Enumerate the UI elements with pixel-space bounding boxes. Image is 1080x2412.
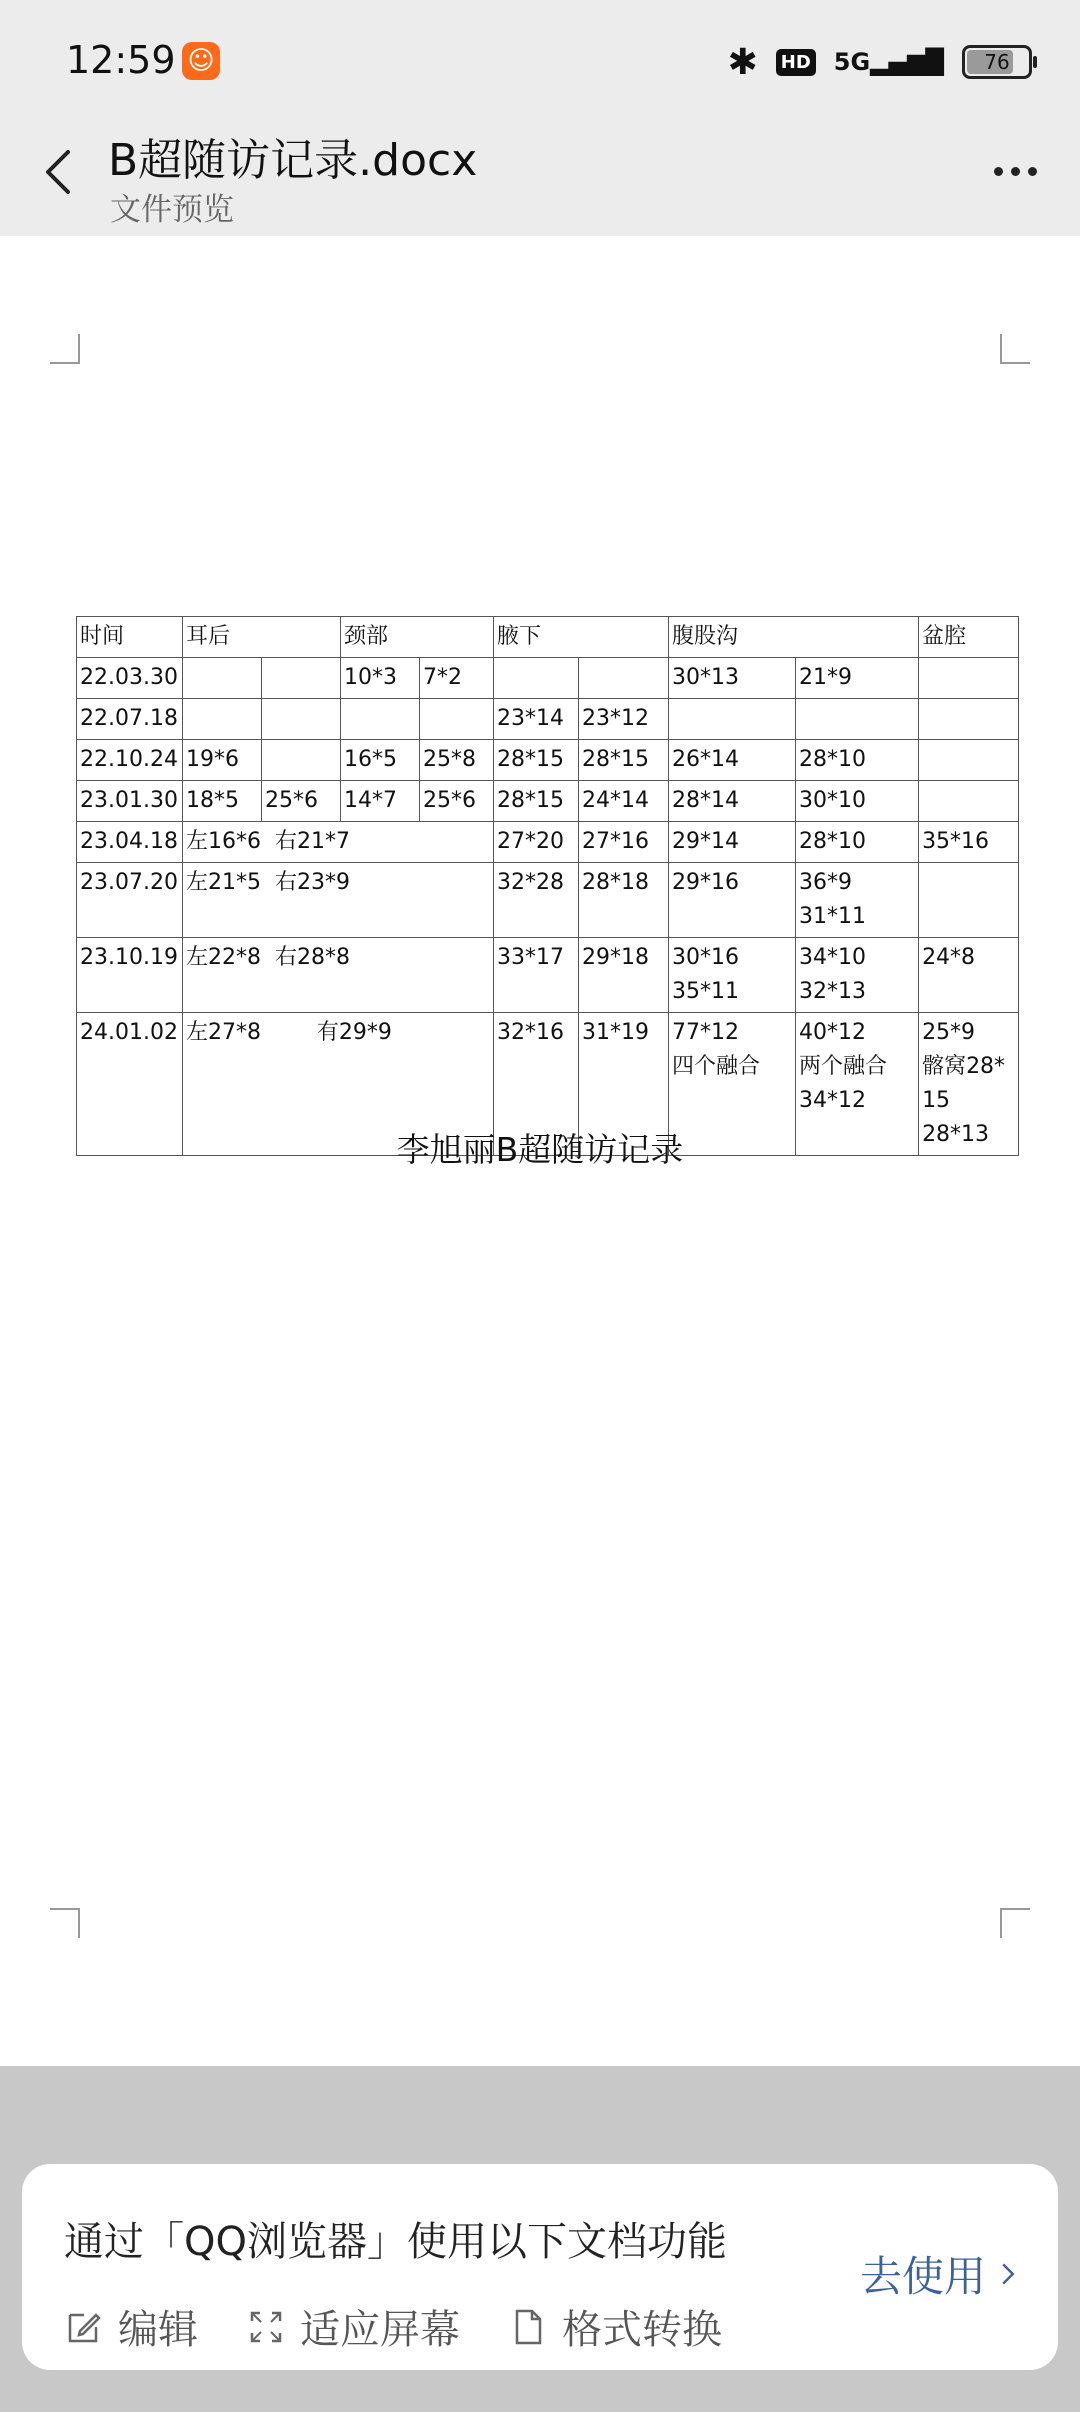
table-cell [494,658,579,699]
table-cell [919,781,1019,822]
table-cell: 32*28 [494,863,579,938]
table-cell: 25*8 [420,740,494,781]
convert-format-button[interactable] [508,2298,722,2355]
table-row [77,699,1019,740]
table-cell: 35*16 [919,822,1019,863]
table-cell: 28*14 [669,781,796,822]
table-cell: 24*8 [919,938,1019,1013]
table-cell: 23.07.20 [77,863,183,938]
document-page[interactable] [0,236,1080,2066]
table-cell [919,699,1019,740]
table-cell: 27*16 [579,822,669,863]
table-cell [262,740,341,781]
banner-actions [64,2298,722,2355]
back-icon[interactable] [30,142,90,202]
table-cell: 40*12 两个融合 34*12 [796,1013,919,1156]
table-cell: 25*6 [262,781,341,822]
network-label: 5G [833,48,871,76]
page-corner-mark [1000,334,1030,364]
table-cell: 23.10.19 [77,938,183,1013]
fit-screen-label: 适应屏幕 [300,2307,460,2353]
header-cell: 颈部 [341,617,494,658]
hd-icon: HD [776,49,816,76]
document-icon [508,2307,548,2347]
table-cell: 24*14 [579,781,669,822]
table-cell: 19*6 [183,740,262,781]
table-cell: 28*15 [579,740,669,781]
bluetooth-icon: ✱ [727,41,758,83]
table-cell: 18*5 [183,781,262,822]
header-cell: 盆腔 [919,617,1019,658]
table-cell: 34*10 32*13 [796,938,919,1013]
edit-icon [64,2307,104,2347]
table-cell: 左16*6 右21*7 [183,822,494,863]
qq-browser-banner [22,2164,1058,2370]
table-cell: 左22*8 右28*8 [183,938,494,1013]
battery-icon [962,45,1032,79]
table-row [77,863,1019,938]
file-title: B超随访记录.docx [108,135,478,186]
table-cell: 31*19 [579,1013,669,1156]
table-cell [919,658,1019,699]
table-row [77,740,1019,781]
table-cell: 26*14 [669,740,796,781]
table-cell: 23*14 [494,699,579,740]
table-row [77,658,1019,699]
table-cell: 22.03.30 [77,658,183,699]
table-cell [262,658,341,699]
table-cell: 23*12 [579,699,669,740]
table-cell: 22.07.18 [77,699,183,740]
table-cell: 30*10 [796,781,919,822]
fit-screen-button[interactable] [246,2298,460,2355]
table-cell: 23.04.18 [77,822,183,863]
table-cell [579,658,669,699]
status-bar [0,0,1080,120]
table-cell: 77*12 四个融合 [669,1013,796,1156]
status-time: 12:59 [66,38,176,82]
table-cell [919,740,1019,781]
file-subtitle: 文件预览 [110,192,234,228]
record-table [76,616,1019,1156]
page-corner-mark [1000,1908,1030,1938]
table-cell: 29*16 [669,863,796,938]
banner-title: 通过「QQ浏览器」使用以下文档功能 [64,2219,727,2265]
table-cell: 29*14 [669,822,796,863]
header-cell: 耳后 [183,617,341,658]
app-header [0,120,1080,236]
page-corner-mark [50,334,80,364]
table-cell: 左21*5 右23*9 [183,863,494,938]
table-cell [919,863,1019,938]
table-row [77,938,1019,1013]
table-cell: 10*3 [341,658,420,699]
table-cell: 28*15 [494,781,579,822]
table-cell: 30*16 35*11 [669,938,796,1013]
table-cell [669,699,796,740]
table-cell: 14*7 [341,781,420,822]
table-cell: 30*13 [669,658,796,699]
app-notification-icon: ☺ [182,42,220,80]
table-cell: 32*16 [494,1013,579,1156]
table-cell: 27*20 [494,822,579,863]
chevron-right-icon [1000,2261,1016,2287]
edit-label: 编辑 [118,2307,198,2353]
record-table-body [77,617,1019,1156]
table-cell: 16*5 [341,740,420,781]
table-row [77,781,1019,822]
table-cell: 25*6 [420,781,494,822]
signal-icon: 5G▂▄▆█ [833,48,944,76]
go-use-button[interactable] [860,2244,1016,2304]
table-cell: 24.01.02 [77,1013,183,1156]
more-options-icon[interactable] [980,146,1050,196]
table-cell: 7*2 [420,658,494,699]
status-icons [728,40,1032,84]
header-cell: 腹股沟 [669,617,919,658]
table-cell: 25*9 髂窝28* 15 28*13 [919,1013,1019,1156]
go-use-label: 去使用 [859,2252,986,2301]
table-cell: 28*10 [796,822,919,863]
table-cell: 36*9 31*11 [796,863,919,938]
table-header-row [77,617,1019,658]
battery-level: 76 [984,50,1010,74]
table-cell: 28*15 [494,740,579,781]
edit-button[interactable] [64,2298,198,2355]
table-cell: 28*18 [579,863,669,938]
table-cell: 29*18 [579,938,669,1013]
table-cell: 22.10.24 [77,740,183,781]
table-row [77,822,1019,863]
table-cell: 21*9 [796,658,919,699]
table-cell [183,699,262,740]
table-cell: 左27*8 有29*9 [183,1013,494,1156]
document-caption: 李旭丽B超随访记录 [396,1130,684,1169]
table-cell [420,699,494,740]
table-cell: 23.01.30 [77,781,183,822]
header-cell: 腋下 [494,617,669,658]
page-corner-mark [50,1908,80,1938]
header-cell: 时间 [77,617,183,658]
table-cell [262,699,341,740]
table-cell [341,699,420,740]
fit-screen-icon [246,2307,286,2347]
table-cell [796,699,919,740]
convert-format-label: 格式转换 [562,2307,722,2353]
table-cell: 33*17 [494,938,579,1013]
table-cell: 28*10 [796,740,919,781]
table-cell [183,658,262,699]
